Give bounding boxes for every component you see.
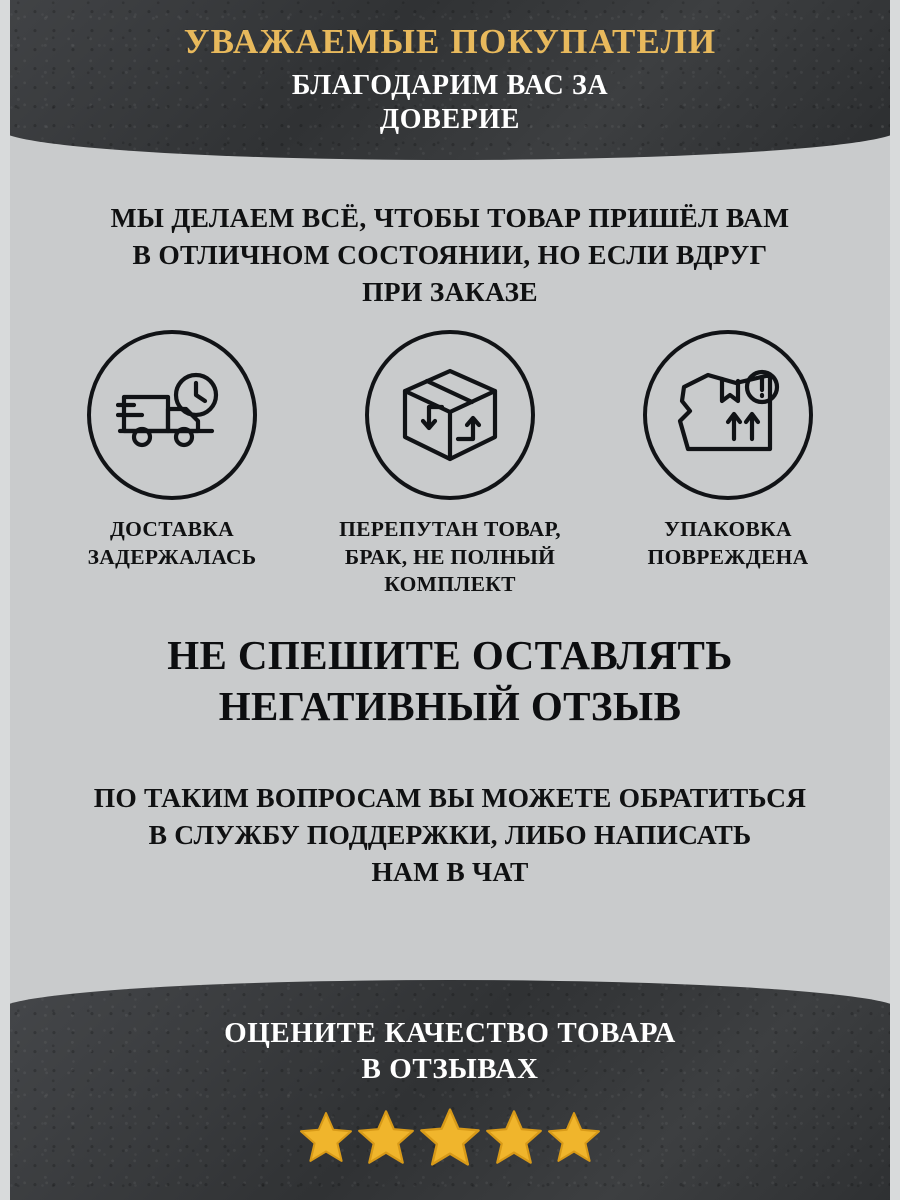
headline-line-2: НЕГАТИВНЫЙ ОТЗЫВ — [218, 682, 682, 729]
header-subtitle-line2: ДОВЕРИЕ — [379, 103, 521, 135]
support-line-3: НАМ В ЧАТ — [371, 855, 529, 887]
intro-line-2: В ОТЛИЧНОМ СОСТОЯНИИ, НО ЕСЛИ ВДРУГ — [132, 238, 768, 270]
header-subtitle-line1: БЛАГОДАРИМ ВАС ЗА — [291, 70, 609, 102]
support-paragraph — [45, 780, 855, 891]
icon-item-damaged-package — [598, 330, 858, 571]
star-icon-3[interactable] — [419, 1106, 481, 1168]
icon-caption-line-1: ДОСТАВКА — [110, 517, 234, 541]
intro-line-1: МЫ ДЕЛАЕМ ВСЁ, ЧТОБЫ ТОВАР ПРИШЁЛ ВАМ — [110, 202, 790, 233]
icon-caption-line-2: БРАК, НЕ ПОЛНЫЙ — [344, 544, 556, 569]
icon-caption-line-2: ЗАДЕРЖАЛАСЬ — [87, 544, 257, 569]
icon-caption — [88, 516, 257, 571]
icon-item-wrong-or-defective — [320, 330, 580, 599]
headline — [50, 630, 850, 732]
box-return-arrows-icon — [395, 365, 505, 465]
star-icon-5[interactable] — [547, 1110, 601, 1164]
icon-caption-line-1: ПЕРЕПУТАН ТОВАР, — [339, 517, 561, 541]
icon-caption-line-1: УПАКОВКА — [664, 517, 792, 541]
icon-item-delivery-delayed — [42, 330, 302, 571]
support-line-1: ПО ТАКИМ ВОПРОСАМ ВЫ МОЖЕТЕ ОБРАТИТЬСЯ — [93, 782, 807, 813]
support-line-2: В СЛУЖБУ ПОДДЕРЖКИ, ЛИБО НАПИСАТЬ — [148, 818, 752, 850]
damaged-package-warning-icon — [674, 365, 782, 465]
star-icon-4[interactable] — [485, 1108, 543, 1166]
footer — [0, 985, 900, 1200]
star-icon-1[interactable] — [299, 1110, 353, 1164]
intro-paragraph — [60, 200, 840, 311]
rating-stars[interactable] — [299, 1106, 601, 1168]
delivery-truck-clock-icon — [116, 369, 228, 461]
icon-circle — [87, 330, 257, 500]
icon-caption — [648, 516, 809, 571]
icon-caption-line-3: КОМПЛЕКТ — [384, 572, 516, 597]
footer-line-2: В ОТЗЫВАХ — [361, 1053, 539, 1086]
icon-caption-line-2: ПОВРЕЖДЕНА — [647, 544, 809, 569]
footer-text — [224, 1015, 676, 1088]
icon-caption — [339, 516, 561, 599]
footer-line-1: ОЦЕНИТЕ КАЧЕСТВО ТОВАРА — [224, 1017, 676, 1049]
headline-line-1: НЕ СПЕШИТЕ ОСТАВЛЯТЬ — [167, 632, 733, 678]
icon-circle — [643, 330, 813, 500]
header-title: УВАЖАЕМЫЕ ПОКУПАТЕЛИ — [183, 22, 717, 61]
icon-circle — [365, 330, 535, 500]
intro-line-3: ПРИ ЗАКАЗЕ — [362, 275, 538, 307]
header — [0, 22, 900, 136]
icon-row — [42, 330, 858, 599]
star-icon-2[interactable] — [357, 1108, 415, 1166]
